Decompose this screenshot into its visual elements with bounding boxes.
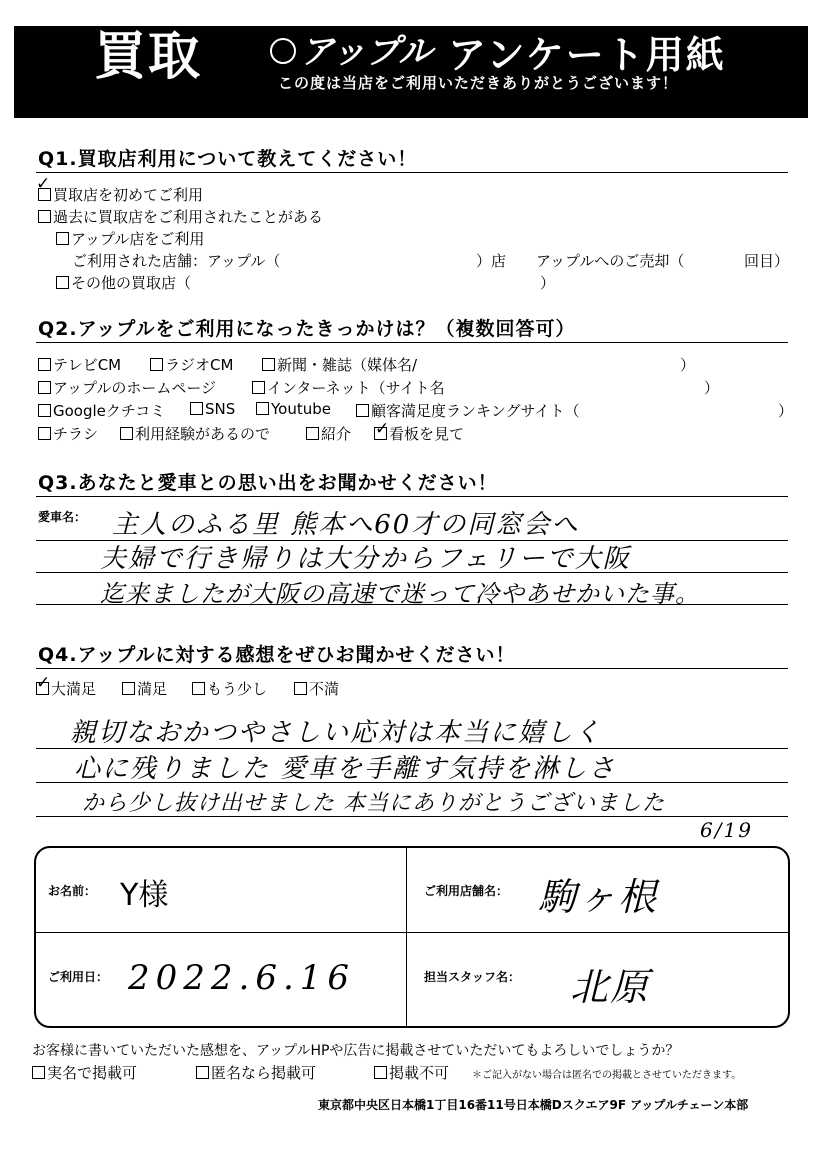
q2-close-paren: ）	[778, 402, 794, 420]
option-label: その他の買取店（	[71, 274, 192, 292]
name-value: Y様	[120, 878, 169, 913]
name-label: お名前：	[48, 884, 97, 898]
footer-address: 東京都中央区日本橋1丁目16番11号日本橋Dスクエア9F アップルチェーン本部	[318, 1098, 749, 1112]
option-label: ラジオCM	[165, 356, 234, 374]
check-mark-icon: ✓	[36, 174, 51, 194]
q4-handwritten-line: 心に残りました 愛車を手離す気持を淋しさ	[74, 754, 617, 784]
checkbox[interactable]	[150, 358, 163, 371]
option-label: 満足	[137, 680, 168, 698]
checkbox[interactable]	[306, 427, 319, 440]
checkbox[interactable]	[56, 232, 69, 245]
store-label: ご利用店舗名：	[424, 884, 509, 898]
q1-option-first-time[interactable]	[38, 184, 203, 205]
checkbox[interactable]	[196, 1066, 209, 1079]
q4-handwritten-line: から少し抜け出せました 本当にありがとうございました	[82, 791, 665, 816]
footer-option-anonymous[interactable]	[196, 1062, 316, 1083]
q4-option-satisfied[interactable]	[122, 678, 167, 699]
checkbox[interactable]	[32, 1066, 45, 1079]
option-label: 新聞・雑誌（媒体名/	[277, 356, 418, 374]
checkbox[interactable]	[190, 402, 203, 415]
date-value: 2022.6.16	[128, 958, 356, 998]
checkbox[interactable]	[262, 358, 275, 371]
check-mark-icon: ✓	[375, 419, 390, 439]
option-label: 大満足	[51, 680, 97, 698]
option-label: SNS	[205, 400, 236, 418]
q1-divider	[36, 172, 788, 173]
option-label: 紹介	[321, 425, 352, 443]
option-label: アップルのホームページ	[53, 379, 217, 397]
q2-heading: Q2.アップルをご利用になったきっかけは？（複数回答可）	[38, 318, 576, 340]
footer-option-real-name[interactable]	[32, 1062, 137, 1083]
q3-car-label: 愛車名：	[38, 510, 87, 524]
q4-heading: Q4.アップルに対する感想をぜひお聞かせください！	[38, 644, 516, 666]
checkbox[interactable]	[38, 404, 51, 417]
q4-option-dissatisfied[interactable]	[294, 678, 339, 699]
footer-question: お客様に書いていただいた感想を、アップルHPや広告に掲載させていただいてもよろしいでしょうか？	[32, 1043, 680, 1059]
q1-other-close: ）	[540, 274, 556, 292]
q2-option-tv[interactable]	[38, 354, 121, 375]
checkbox[interactable]	[192, 682, 205, 695]
checkbox[interactable]	[38, 427, 51, 440]
option-label: 顧客満足度ランキングサイト（	[371, 402, 580, 420]
check-mark-icon: ✓	[36, 673, 51, 693]
checkbox[interactable]	[120, 427, 133, 440]
footer-option-no-publish[interactable]	[374, 1062, 449, 1083]
info-divider-horizontal	[34, 932, 788, 933]
q1-store-line: ご利用された店舗：アップル（	[72, 252, 281, 270]
q1-option-other[interactable]	[56, 272, 191, 293]
header-title: アンケート用紙	[448, 33, 726, 77]
q2-option-internet[interactable]	[252, 377, 445, 398]
checkbox[interactable]	[38, 381, 51, 394]
q3-divider	[36, 496, 788, 497]
checkbox[interactable]	[256, 402, 269, 415]
q2-close-paren: ）	[704, 379, 720, 397]
q1-count-label: アップルへのご売却（	[536, 252, 685, 270]
store-value: 駒ヶ根	[538, 875, 659, 919]
option-label: 掲載不可	[389, 1064, 450, 1082]
q2-option-ranking[interactable]	[356, 400, 580, 421]
checkbox[interactable]	[294, 682, 307, 695]
checkbox[interactable]	[38, 358, 51, 371]
header-subtitle: この度は当店をご利用いただきありがとうございます！	[278, 74, 679, 92]
option-label: 実名で掲載可	[47, 1064, 138, 1082]
q2-option-homepage[interactable]	[38, 377, 216, 398]
q2-close-paren: ）	[680, 356, 696, 374]
checkbox[interactable]	[252, 381, 265, 394]
q3-handwritten-line: 主人のふる里 熊本へ60才の同窓会へ	[112, 510, 580, 540]
q4-handwritten-line: 親切なおかつやさしい応対は本当に嬉しく	[70, 718, 603, 748]
option-label: Googleクチコミ	[53, 402, 166, 420]
q2-divider	[36, 342, 788, 343]
q1-option-apple-store[interactable]	[56, 228, 204, 249]
checkbox[interactable]	[56, 276, 69, 289]
header-kaitori: 買取	[94, 27, 203, 87]
q1-heading: Q1.買取店利用について教えてください！	[38, 148, 418, 170]
q4-option-so-so[interactable]	[192, 678, 267, 699]
q1-store-suffix: ）店	[476, 252, 507, 270]
option-label: 買取店を初めてご利用	[53, 186, 204, 204]
header-brand: アップル	[300, 32, 433, 72]
q2-option-referral[interactable]	[306, 423, 351, 444]
q2-option-experience[interactable]	[120, 423, 270, 444]
option-label: 過去に買取店をご利用されたことがある	[53, 208, 324, 226]
apple-logo-icon	[270, 38, 296, 64]
option-label: アップル店をご利用	[71, 230, 205, 248]
q1-option-past-use[interactable]	[38, 206, 323, 227]
q3-handwritten-line: 迄来ましたが大阪の高速で迷って冷やあせかいた事。	[100, 580, 700, 608]
q2-option-flyer[interactable]	[38, 423, 98, 444]
info-divider-vertical	[406, 846, 407, 1026]
date-label: ご利用日：	[48, 970, 109, 984]
q1-count-suffix: 回目）	[744, 252, 790, 270]
q3-handwritten-line: 夫婦で行き帰りは大分からフェリーで大阪	[100, 544, 631, 574]
staff-value: 北原	[570, 965, 651, 1009]
staff-label: 担当スタッフ名：	[424, 970, 521, 984]
q2-option-google[interactable]	[38, 400, 165, 421]
option-label: 利用経験があるので	[135, 425, 271, 443]
footer-note: ＊ご記入がない場合は匿名での掲載とさせていただきます。	[472, 1070, 742, 1081]
q4-date-note: 6/19	[700, 818, 753, 842]
q3-heading: Q3.あなたと愛車との思い出をお聞かせください！	[38, 472, 498, 494]
checkbox[interactable]	[374, 1066, 387, 1079]
q2-option-youtube[interactable]	[256, 400, 331, 418]
checkbox[interactable]	[122, 682, 135, 695]
q2-option-newspaper[interactable]	[262, 354, 417, 375]
option-label: チラシ	[53, 425, 99, 443]
option-label: 看板を見て	[389, 425, 465, 443]
option-label: テレビCM	[53, 356, 122, 374]
checkbox[interactable]	[356, 404, 369, 417]
option-label: 不満	[309, 680, 340, 698]
checkbox[interactable]	[38, 210, 51, 223]
option-label: 匿名なら掲載可	[211, 1064, 317, 1082]
q2-option-sns[interactable]	[190, 400, 235, 418]
option-label: もう少し	[207, 680, 268, 698]
q4-divider	[36, 668, 788, 669]
q2-option-radio[interactable]	[150, 354, 233, 375]
option-label: Youtube	[271, 400, 331, 418]
option-label: インターネット（サイト名	[267, 379, 445, 397]
